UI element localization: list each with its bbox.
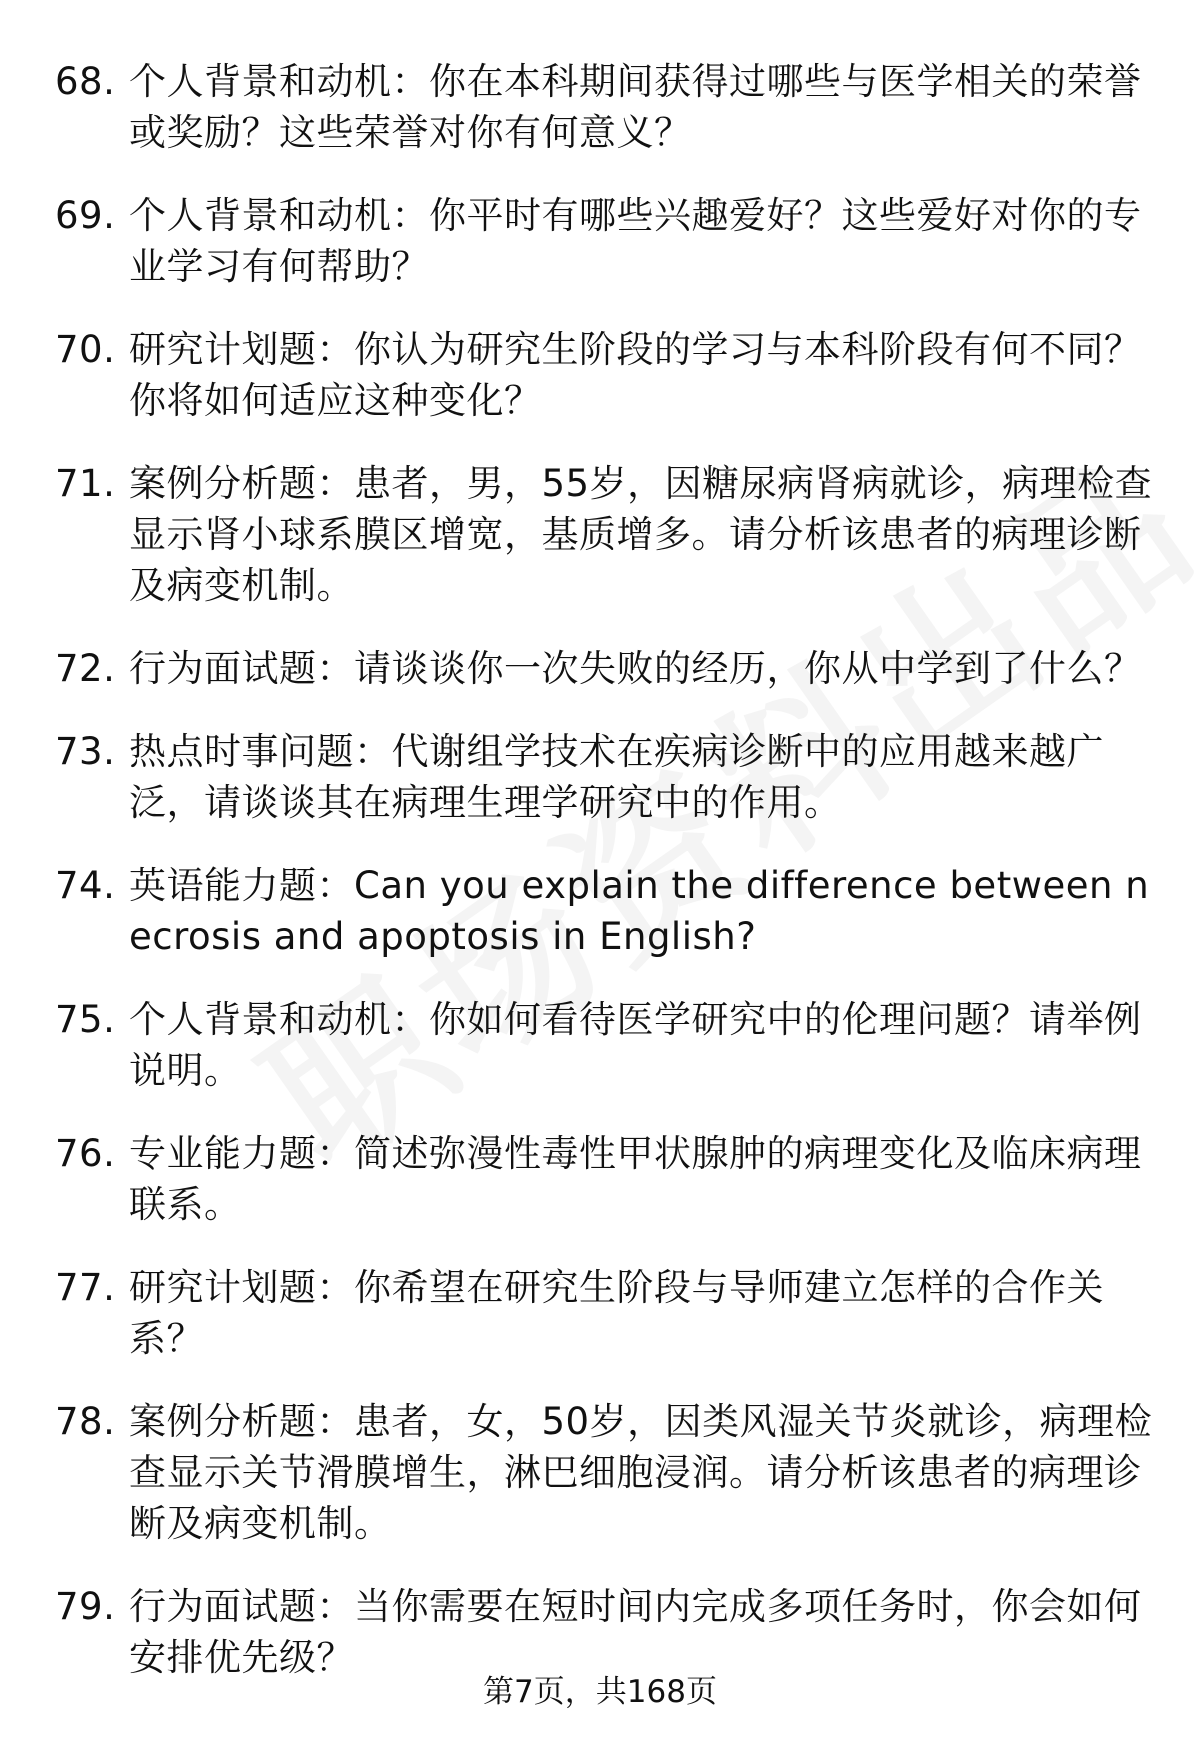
question-number: 79. <box>55 1585 116 1628</box>
question-number: 77. <box>55 1266 116 1309</box>
question-text: 行为面试题：请谈谈你一次失败的经历，你从中学到了什么？ <box>129 647 1142 690</box>
question-item <box>55 726 1155 828</box>
question-text: 研究计划题：你希望在研究生阶段与导师建立怎样的合作关系？ <box>129 1266 1104 1360</box>
question-text: 案例分析题：患者，男，55岁，因糖尿病肾病就诊，病理检查显示肾小球系膜区增宽，基质增多。请分析该患者的病理诊断及病变机制。 <box>129 462 1153 607</box>
question-text: 案例分析题：患者，女，50岁，因类风湿关节炎就诊，病理检查显示关节滑膜增生，淋巴细胞浸润。请分析该患者的病理诊断及病变机制。 <box>129 1400 1153 1545</box>
question-text: 专业能力题：简述弥漫性毒性甲状腺肿的病理变化及临床病理联系。 <box>129 1132 1142 1226</box>
question-text: 热点时事问题：代谢组学技术在疾病诊断中的应用越来越广泛，请谈谈其在病理生理学研究中的作用。 <box>129 730 1104 824</box>
question-number: 68. <box>55 60 116 103</box>
page-number-footer: 第7页，共168页 <box>483 1674 717 1710</box>
question-number: 70. <box>55 328 116 371</box>
question-text: 个人背景和动机：你如何看待医学研究中的伦理问题？请举例说明。 <box>129 998 1142 1092</box>
question-item <box>55 643 1155 694</box>
question-text: 研究计划题：你认为研究生阶段的学习与本科阶段有何不同？你将如何适应这种变化？ <box>129 328 1142 422</box>
question-list <box>55 56 1155 1715</box>
question-text: 个人背景和动机：你在本科期间获得过哪些与医学相关的荣誉或奖励？这些荣誉对你有何意义？ <box>129 60 1142 154</box>
question-number: 74. <box>55 864 116 907</box>
question-item <box>55 190 1155 292</box>
question-number: 75. <box>55 998 116 1041</box>
question-number: 72. <box>55 647 116 690</box>
question-item <box>55 1581 1155 1683</box>
question-item <box>55 56 1155 158</box>
question-text: 英语能力题：Can you explain the difference between necrosis and apoptosis in English? <box>129 864 1150 958</box>
question-number: 73. <box>55 730 116 773</box>
question-item <box>55 1396 1155 1549</box>
question-number: 78. <box>55 1400 116 1443</box>
question-text: 个人背景和动机：你平时有哪些兴趣爱好？这些爱好对你的专业学习有何帮助？ <box>129 194 1142 288</box>
question-number: 71. <box>55 462 116 505</box>
question-item <box>55 994 1155 1096</box>
question-item <box>55 860 1155 962</box>
question-item <box>55 458 1155 611</box>
question-number: 69. <box>55 194 116 237</box>
question-number: 76. <box>55 1132 116 1175</box>
question-item <box>55 1128 1155 1230</box>
question-text: 行为面试题：当你需要在短时间内完成多项任务时，你会如何安排优先级？ <box>129 1585 1142 1679</box>
question-item <box>55 324 1155 426</box>
question-item <box>55 1262 1155 1364</box>
